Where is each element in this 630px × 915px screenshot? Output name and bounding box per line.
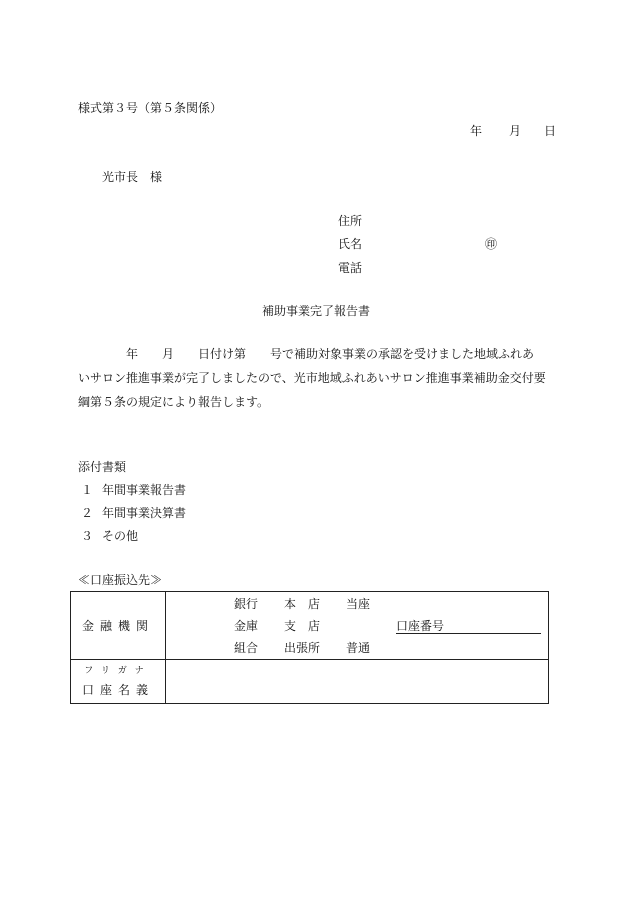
- seal-mark: ㊞: [485, 237, 498, 251]
- account-number-label: 口座番号: [396, 618, 445, 633]
- body-line-2: いサロン推進事業が完了しましたので、光市地域ふれあいサロン推進事業補助金交付要: [78, 371, 546, 385]
- body-line-3: 綱第５条の規定により報告します。: [78, 395, 270, 409]
- body-paragraph: [78, 342, 558, 414]
- institution-value-cell[interactable]: [166, 592, 549, 660]
- phone-label: 電話: [338, 261, 363, 275]
- branch-type-sub: 出張所: [284, 640, 321, 655]
- furigana-label: フリガナ: [84, 665, 152, 676]
- bank-type-bank: 銀行: [234, 596, 259, 611]
- bank-type-union: 組合: [234, 640, 259, 655]
- attachments-heading: 添付書類: [78, 460, 127, 474]
- account-number-field[interactable]: [396, 620, 541, 634]
- bank-heading: ≪口座振込先≫: [78, 573, 163, 587]
- date-month: 月: [509, 124, 522, 138]
- bank-type-shinkin: 金庫: [234, 618, 259, 633]
- attachment-no: ２: [81, 506, 94, 520]
- institution-label-cell: [71, 592, 166, 660]
- account-name-label-cell: [71, 660, 166, 704]
- addressee: 光市長 様: [102, 170, 163, 184]
- attachment-label: 年間事業報告書: [102, 483, 187, 497]
- attachment-no: １: [81, 483, 94, 497]
- attachment-label: 年間事業決算書: [102, 506, 187, 520]
- branch-type-main: 本 店: [284, 596, 321, 611]
- account-type-current: 当座: [346, 596, 371, 611]
- name-label: 氏名: [338, 237, 363, 251]
- account-name-label: 口座名義: [81, 682, 154, 697]
- attachment-label: その他: [102, 529, 139, 543]
- date-year: 年: [470, 124, 483, 138]
- document-title: 補助事業完了報告書: [262, 304, 371, 318]
- form-number: 様式第３号（第５条関係）: [78, 101, 223, 115]
- date-day: 日: [544, 124, 557, 138]
- bank-account-table: [70, 591, 549, 704]
- account-name-value-cell[interactable]: [166, 660, 549, 704]
- account-type-ordinary: 普通: [346, 640, 371, 655]
- institution-label: 金融機関: [81, 619, 154, 633]
- branch-type-branch: 支 店: [284, 618, 321, 633]
- attachment-no: ３: [81, 529, 94, 543]
- address-label: 住所: [338, 214, 363, 228]
- body-line-1: 年 月 日付け第 号で補助対象事業の承認を受けました地域ふれあ: [78, 347, 535, 361]
